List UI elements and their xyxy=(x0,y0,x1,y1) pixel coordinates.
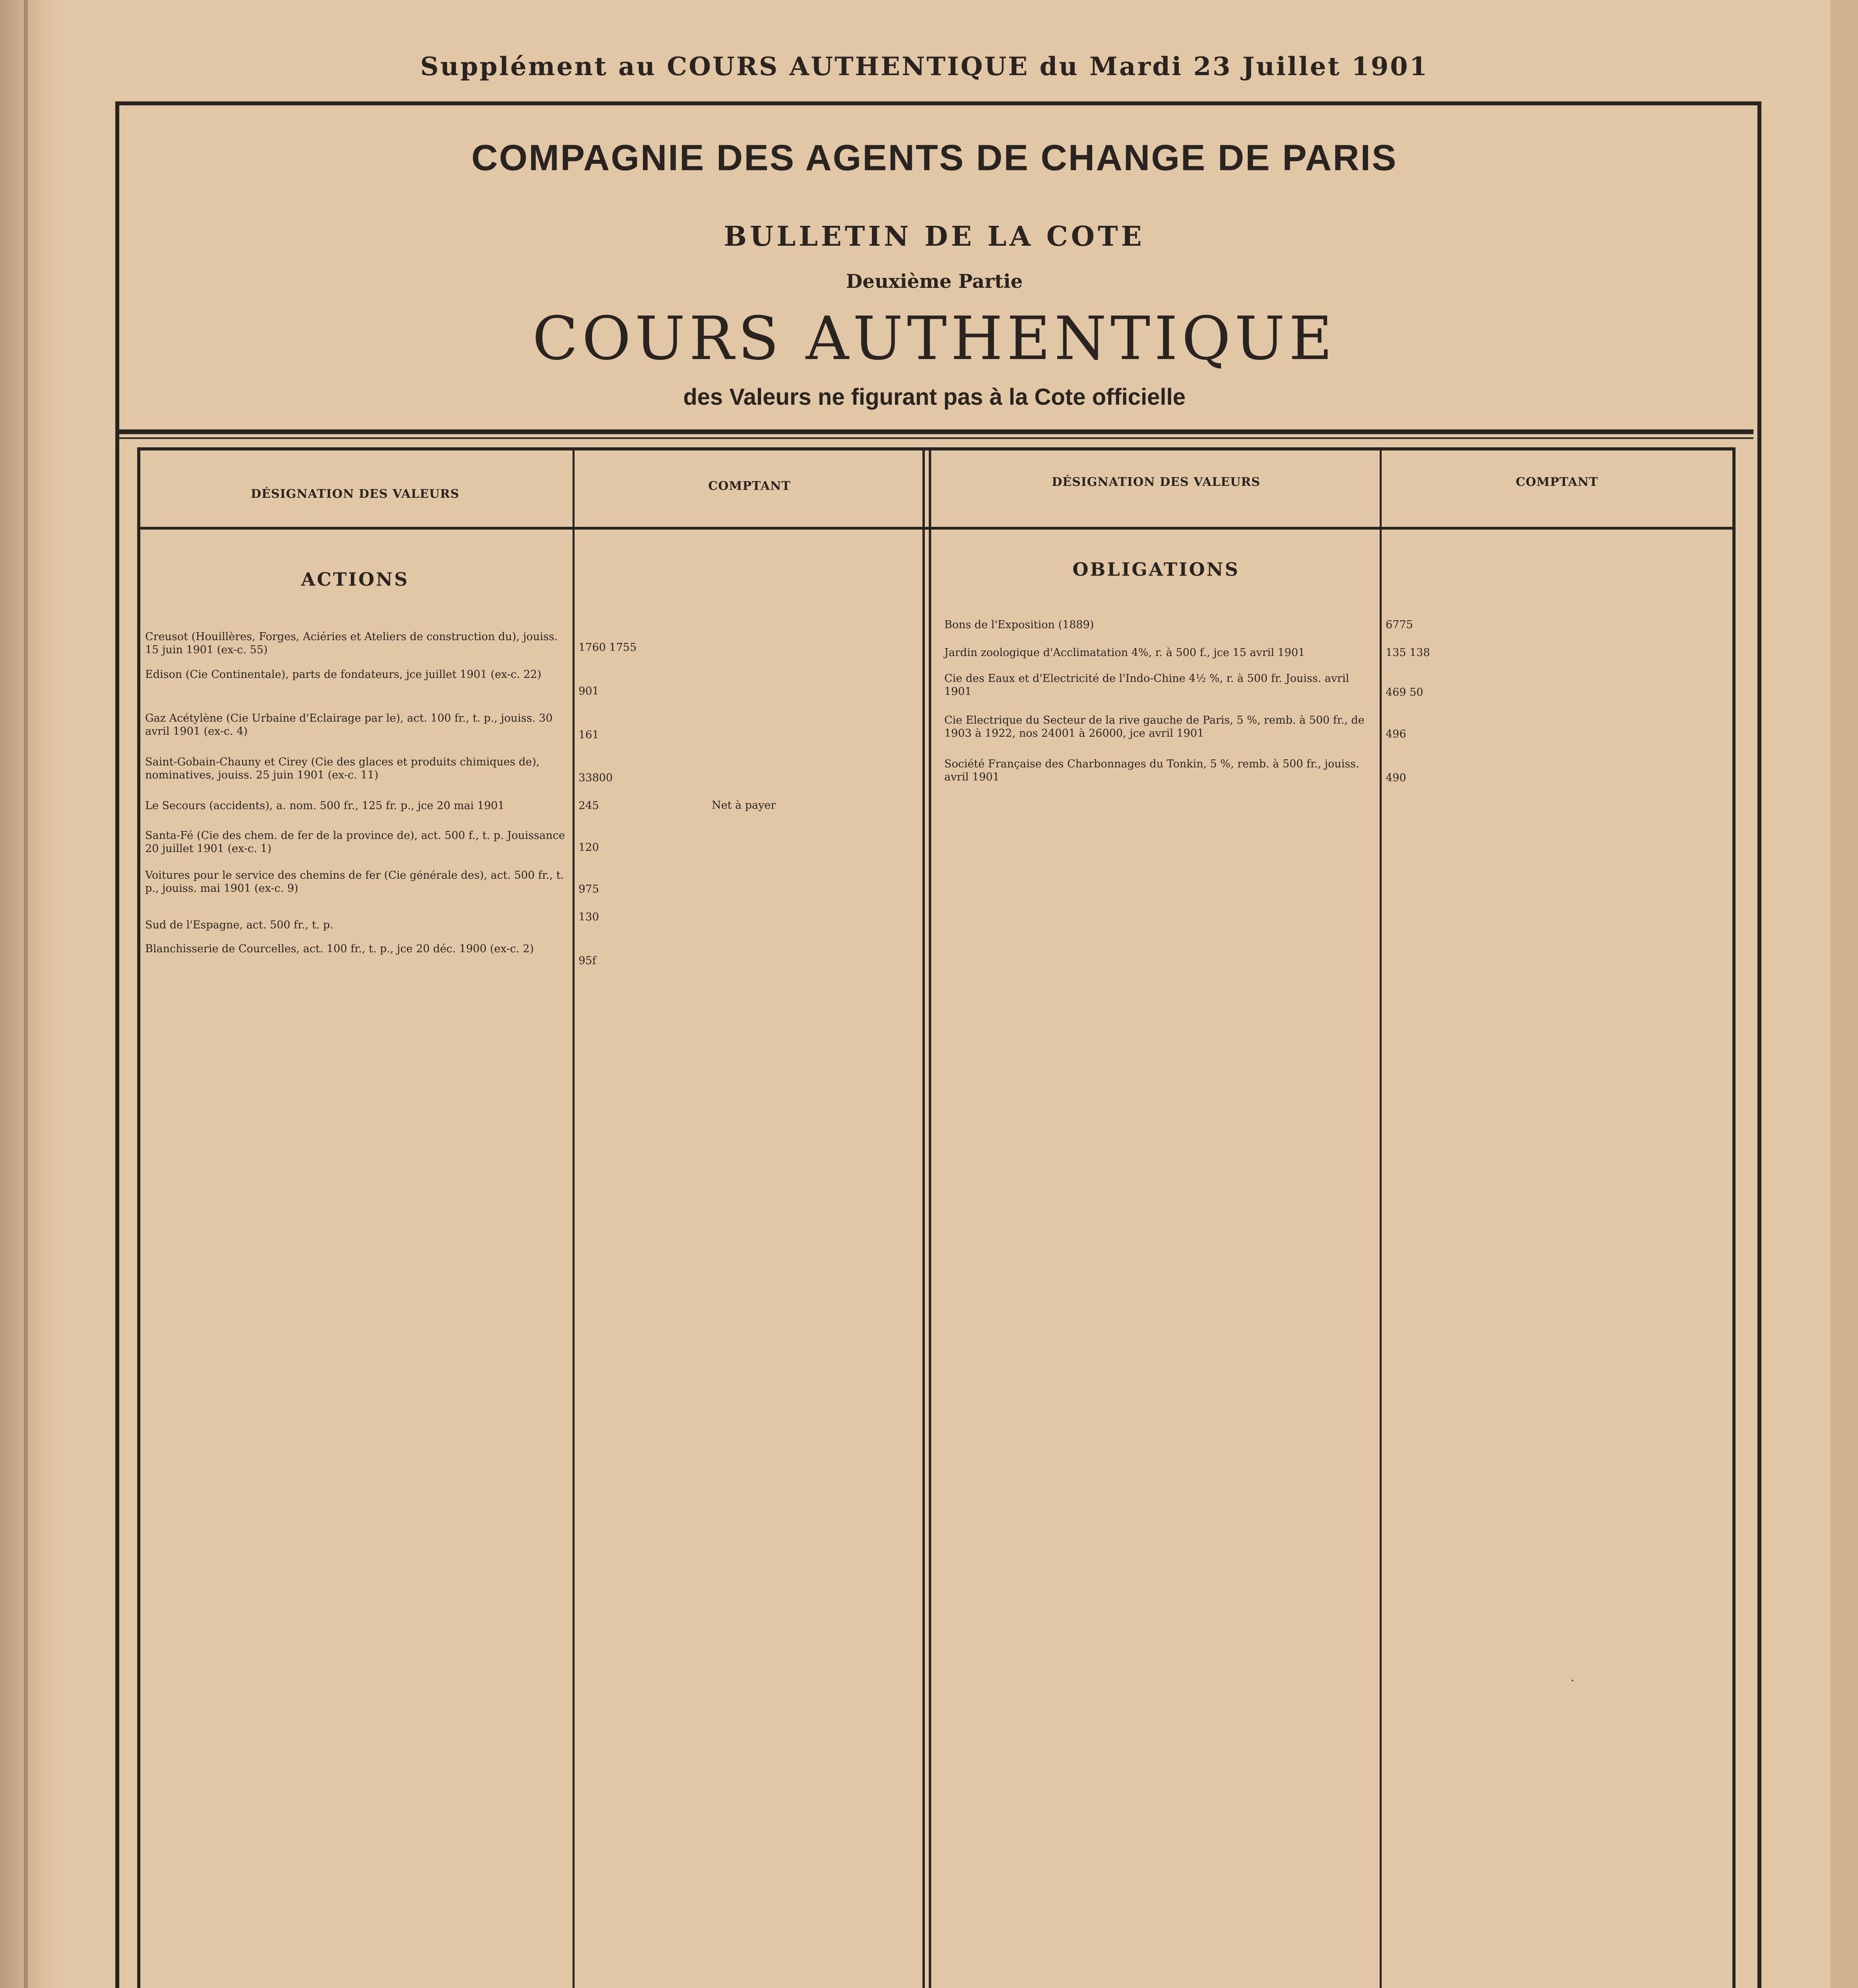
obligation-value-charbonnages-tonkin: 490 xyxy=(1386,772,1406,784)
page-edge xyxy=(1830,0,1858,1988)
page-title: COURS AUTHENTIQUE xyxy=(532,304,1337,373)
header-rule xyxy=(119,429,1753,434)
action-value-creusot: 1760 1755 xyxy=(579,641,637,654)
net-a-payer-note: Net à payer xyxy=(712,799,776,812)
comptant-col-divider-1 xyxy=(573,447,575,1988)
col-comptant-right: COMPTANT xyxy=(1516,475,1598,489)
stray-mark: · xyxy=(1571,1674,1575,1688)
binding-edge xyxy=(24,0,28,1988)
comptant-center-divider-b xyxy=(929,447,931,1988)
bulletin-title: BULLETIN DE LA COTE xyxy=(724,221,1145,252)
action-entry-saint-gobain: Saint-Gobain-Chauny et Cirey (Cie des glaces et produits chimiques de), nominatives, jouiss. 25 juin 1901 (ex-c. 11) xyxy=(145,756,540,781)
col-comptant-left: COMPTANT xyxy=(708,479,791,493)
obligation-value-jardin-zoologique: 135 138 xyxy=(1386,646,1430,659)
action-value-gaz-acetylene: 161 xyxy=(579,729,599,741)
comptant-table-right xyxy=(1732,447,1736,1988)
company-title: COMPAGNIE DES AGENTS DE CHANGE DE PARIS xyxy=(471,138,1398,178)
comptant-table-top xyxy=(137,447,1736,450)
action-entry-sud-espagne: Sud de l'Espagne, act. 500 fr., t. p. xyxy=(145,919,334,931)
obligations-heading: OBLIGATIONS xyxy=(1072,559,1240,580)
actions-heading: ACTIONS xyxy=(301,569,409,590)
comptant-table-left xyxy=(137,447,140,1988)
action-value-edison: 901 xyxy=(579,685,599,697)
header-rule-thin xyxy=(119,437,1753,439)
obligation-entry-eaux-indo-chine: Cie des Eaux et d'Electricité de l'Indo-Chine 4½ %, r. à 500 fr. Jouiss. avril 1901 xyxy=(944,672,1349,698)
action-value-santa-fe: 120 xyxy=(579,841,599,854)
supplement-line: Supplément au COURS AUTHENTIQUE du Mardi 23 Juillet 1901 xyxy=(420,52,1429,82)
action-entry-le-secours: Le Secours (accidents), a. nom. 500 fr., 125 fr. p., jce 20 mai 1901 xyxy=(145,800,505,812)
action-entry-edison: Edison (Cie Continentale), parts de fondateurs, jce juillet 1901 (ex-c. 22) xyxy=(145,668,542,681)
action-entry-gaz-acetylene: Gaz Acétylène (Cie Urbaine d'Eclairage par le), act. 100 fr., t. p., jouiss. 30 avril 1901 (ex-c. 4) xyxy=(145,712,553,738)
comptant-center-divider-a xyxy=(922,447,925,1988)
obligation-entry-secteur-rive-gauche: Cie Electrique du Secteur de la rive gauche de Paris, 5 %, remb. à 500 fr., de 1903 à 1922, nos 24001 à 26000, jce avril 1901 xyxy=(944,714,1365,740)
action-entry-creusot: Creusot (Houillères, Forges, Aciéries et Ateliers de construction du), jouiss. 15 juin 1901 (ex-c. 55) xyxy=(145,631,558,656)
action-entry-voitures: Voitures pour le service des chemins de fer (Cie générale des), act. 500 fr., t. p., jouiss. mai 1901 (ex-c. 9) xyxy=(145,869,564,895)
page-binding xyxy=(0,0,60,1988)
page-subtitle: des Valeurs ne figurant pas à la Cote officielle xyxy=(683,384,1186,410)
obligation-entry-bons-exposition: Bons de l'Exposition (1889) xyxy=(944,619,1094,631)
obligation-value-eaux-indo-chine: 469 50 xyxy=(1386,686,1423,699)
action-entry-santa-fe: Santa-Fé (Cie des chem. de fer de la province de), act. 500 f., t. p. Jouissance 20 juillet 1901 (ex-c. 1) xyxy=(145,829,565,855)
action-entry-blanchisserie: Blanchisserie de Courcelles, act. 100 fr., t. p., jce 20 déc. 1900 (ex-c. 2) xyxy=(145,943,534,955)
partie-label: Deuxième Partie xyxy=(846,270,1023,293)
action-value-saint-gobain: 33800 xyxy=(579,772,613,784)
action-value-le-secours: 245 xyxy=(579,800,599,812)
obligation-entry-charbonnages-tonkin: Société Française des Charbonnages du Tonkin, 5 %, remb. à 500 fr., jouiss. avril 1901 xyxy=(944,758,1359,783)
obligation-value-bons-exposition: 6775 xyxy=(1386,619,1413,631)
col-designation-right: DÉSIGNATION DES VALEURS xyxy=(1052,475,1260,489)
obligation-value-secteur-rive-gauche: 496 xyxy=(1386,728,1406,740)
action-value-blanchisserie: 95f xyxy=(579,955,596,967)
comptant-head-rule xyxy=(137,527,1736,530)
action-value-voitures: 975 xyxy=(579,883,599,895)
obligation-entry-jardin-zoologique: Jardin zoologique d'Acclimatation 4%, r. à 500 f., jce 15 avril 1901 xyxy=(944,646,1305,659)
comptant-col-divider-2 xyxy=(1380,447,1382,1988)
action-value-sud-espagne: 130 xyxy=(579,911,599,923)
col-designation-left: DÉSIGNATION DES VALEURS xyxy=(250,487,460,501)
